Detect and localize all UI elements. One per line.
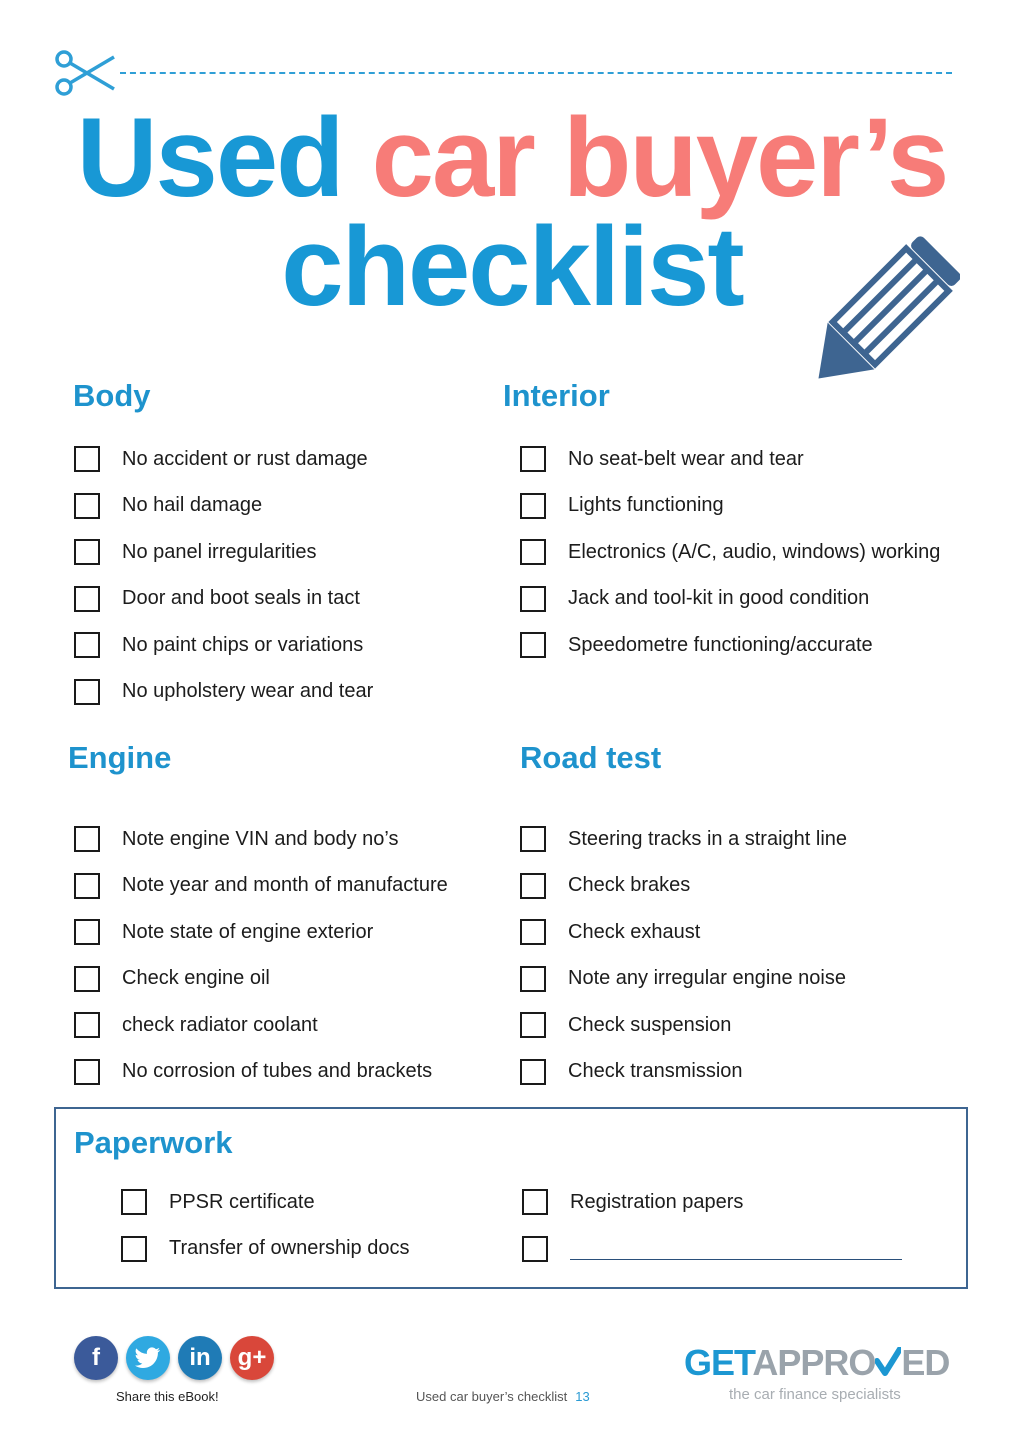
checklist (74, 816, 448, 1095)
checklist-item (74, 863, 448, 910)
checklist-item (74, 1049, 448, 1096)
section-heading: Body (73, 378, 151, 413)
checklist-item (74, 816, 448, 863)
title-word-car-buyers: car buyer’s (371, 95, 948, 220)
page-title (0, 95, 1024, 220)
logo-appro: APPRO (752, 1342, 876, 1383)
checklist-item (74, 956, 448, 1003)
pencil-icon (800, 236, 960, 398)
paperwork-list-right (522, 1179, 902, 1272)
logo-tagline: the car finance specialists (729, 1386, 901, 1403)
googleplus-icon[interactable] (230, 1336, 274, 1380)
checklist-item (74, 1002, 448, 1049)
logo-get: GET (684, 1342, 753, 1383)
checkbox[interactable] (520, 539, 546, 565)
checklist-label: No accident or rust damage (122, 447, 368, 470)
checklist-item (520, 622, 940, 669)
checkbox[interactable] (74, 679, 100, 705)
social-share-icons (74, 1336, 274, 1380)
checklist-label: Check exhaust (568, 920, 701, 943)
checklist-item (74, 576, 373, 623)
checklist-item (520, 1002, 847, 1049)
checklist-label: Note year and month of manufacture (122, 874, 448, 897)
paperwork-list-left (121, 1179, 409, 1272)
logo-ed: ED (901, 1342, 950, 1383)
checkbox[interactable] (121, 1189, 147, 1215)
checklist-item (520, 436, 940, 483)
checkbox[interactable] (520, 1012, 546, 1038)
checklist-label: PPSR certificate (169, 1190, 315, 1213)
checkbox[interactable] (520, 873, 546, 899)
checklist-item (74, 483, 373, 530)
checkbox[interactable] (74, 493, 100, 519)
checklist-label: Door and boot seals in tact (122, 587, 360, 610)
checklist-item (520, 863, 847, 910)
checklist-item (74, 909, 448, 956)
checkbox[interactable] (520, 919, 546, 945)
checklist-label: Note state of engine exterior (122, 920, 374, 943)
checkbox[interactable] (520, 493, 546, 519)
section-engine (68, 740, 448, 1095)
checklist-label: Note any irregular engine noise (568, 967, 846, 990)
checklist-label: Check brakes (568, 874, 691, 897)
footer-title-text: Used car buyer’s checklist (416, 1389, 568, 1404)
checklist-label: Jack and tool-kit in good condition (568, 587, 870, 610)
checklist-item (520, 529, 940, 576)
twitter-icon[interactable] (126, 1336, 170, 1380)
blank-write-in-line[interactable] (570, 1237, 902, 1260)
section-interior (503, 378, 940, 669)
checkbox[interactable] (74, 873, 100, 899)
checklist (74, 436, 373, 715)
facebook-glyph: f (92, 1344, 100, 1371)
checkbox[interactable] (520, 446, 546, 472)
checklist-label: Note engine VIN and body no’s (122, 827, 399, 850)
page-title-line2: checklist (281, 204, 743, 329)
checkbox[interactable] (520, 632, 546, 658)
checkbox[interactable] (74, 966, 100, 992)
checklist-label: Registration papers (570, 1190, 744, 1213)
checkbox[interactable] (520, 1059, 546, 1085)
cut-line (120, 72, 952, 74)
facebook-icon[interactable] (74, 1336, 118, 1380)
checkbox[interactable] (74, 586, 100, 612)
checklist-label: Electronics (A/C, audio, windows) working (568, 540, 941, 563)
checklist-label: Lights functioning (568, 494, 724, 517)
checklist-label: check radiator coolant (122, 1013, 318, 1036)
checklist-item (520, 483, 940, 530)
checkbox[interactable] (74, 446, 100, 472)
checklist-item (520, 576, 940, 623)
linkedin-glyph: in (189, 1344, 211, 1371)
checklist-label: No hail damage (122, 494, 263, 517)
checklist-label: No corrosion of tubes and brackets (122, 1060, 433, 1083)
section-heading: Interior (503, 378, 610, 413)
checklist (520, 816, 847, 1095)
checkbox[interactable] (121, 1236, 147, 1262)
page-number: 13 (575, 1389, 590, 1404)
checkbox[interactable] (520, 826, 546, 852)
checklist-item (74, 436, 373, 483)
checklist-label: No paint chips or variations (122, 633, 364, 656)
checkbox[interactable] (520, 586, 546, 612)
checklist-item (522, 1226, 902, 1273)
checkbox[interactable] (74, 826, 100, 852)
paperwork-heading: Paperwork (74, 1125, 233, 1160)
checklist-label: No seat-belt wear and tear (568, 447, 804, 470)
checkbox[interactable] (520, 966, 546, 992)
getapproved-logo (684, 1342, 949, 1384)
section-road-test (520, 740, 847, 1095)
checklist-item (121, 1226, 409, 1273)
checklist-label: Check suspension (568, 1013, 732, 1036)
checklist-item (121, 1179, 409, 1226)
checkbox[interactable] (74, 919, 100, 945)
scissors-icon (52, 48, 118, 98)
checklist-item (520, 909, 847, 956)
linkedin-icon[interactable] (178, 1336, 222, 1380)
googleplus-glyph: g+ (237, 1344, 267, 1371)
checklist-label: Speedometre functioning/accurate (568, 633, 873, 656)
checkbox[interactable] (74, 539, 100, 565)
checklist-item (520, 816, 847, 863)
checklist-item (520, 1049, 847, 1096)
checklist-item (74, 529, 373, 576)
checklist-label: Check engine oil (122, 967, 270, 990)
checklist-item (520, 956, 847, 1003)
footer-doc-title (416, 1389, 590, 1404)
checklist-label: Transfer of ownership docs (169, 1237, 410, 1260)
checkbox[interactable] (74, 1059, 100, 1085)
section-body (73, 378, 373, 715)
section-heading: Engine (68, 740, 172, 775)
checkbox[interactable] (522, 1189, 548, 1215)
checklist (520, 436, 940, 669)
checkbox[interactable] (74, 1012, 100, 1038)
checklist-label: Check transmission (568, 1060, 743, 1083)
checklist-label: No panel irregularities (122, 540, 317, 563)
checkbox[interactable] (522, 1236, 548, 1262)
checklist-item (74, 669, 373, 716)
checkbox[interactable] (74, 632, 100, 658)
title-word-used: Used (76, 95, 343, 220)
checklist-item (74, 622, 373, 669)
checklist-label: No upholstery wear and tear (122, 680, 374, 703)
twitter-bird-glyph (135, 1347, 161, 1369)
share-label: Share this eBook! (116, 1389, 219, 1404)
checkmark-icon (875, 1347, 901, 1377)
checklist-label: Steering tracks in a straight line (568, 827, 848, 850)
section-heading: Road test (520, 740, 662, 775)
checklist-item (522, 1179, 902, 1226)
